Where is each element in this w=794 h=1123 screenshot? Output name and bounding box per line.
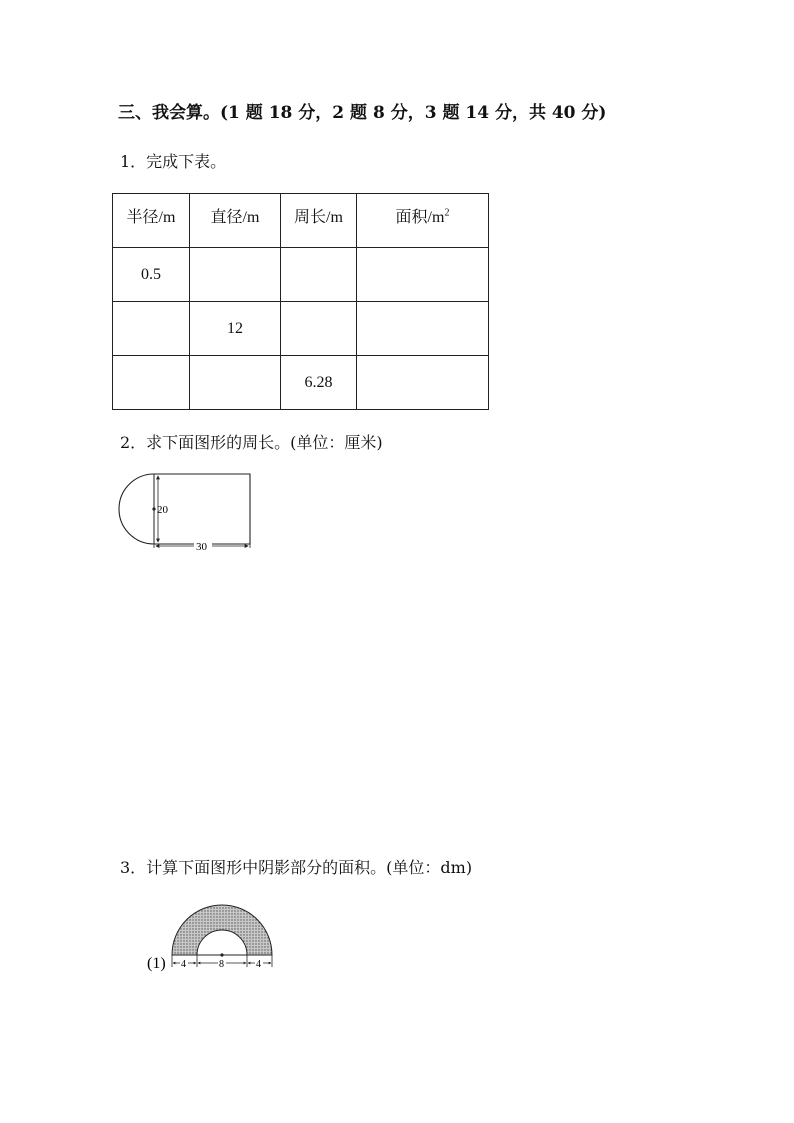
table-cell[interactable] [113, 356, 190, 410]
table-cell[interactable] [190, 356, 281, 410]
left-label: 4 [181, 959, 186, 970]
table-cell[interactable] [113, 302, 190, 356]
question-1-label: 1．完成下表。 [120, 152, 227, 171]
question-2-label: 2．求下面图形的周长。(单位：厘米) [120, 433, 383, 452]
table-row [113, 302, 489, 356]
circle-table [112, 193, 489, 410]
header-diameter: 直径/m [190, 194, 281, 248]
table-row [113, 356, 489, 410]
table-cell[interactable]: 6.28 [281, 356, 357, 410]
header-circumference: 周长/m [281, 194, 357, 248]
question-3-label: 3．计算下面图形中阴影部分的面积。(单位：dm) [120, 858, 473, 877]
table-cell[interactable] [281, 302, 357, 356]
header-area-text: 面积/m [395, 209, 445, 226]
width-label: 30 [196, 541, 207, 553]
figure-item-label: (1) [147, 955, 166, 972]
table-cell[interactable] [357, 302, 489, 356]
table-header-row [113, 194, 489, 248]
center-dot [152, 507, 155, 510]
right-label: 4 [256, 959, 261, 970]
header-area [357, 194, 489, 248]
table-cell[interactable] [190, 248, 281, 302]
table-cell[interactable] [281, 248, 357, 302]
header-radius: 半径/m [113, 194, 190, 248]
table-cell[interactable] [357, 356, 489, 410]
height-label: 20 [157, 504, 168, 516]
center-dot [220, 953, 223, 956]
section-title: 三、我会算。(1 题 18 分，2 题 8 分，3 题 14 分，共 40 分) [118, 103, 607, 123]
semicircle-rectangle-figure [110, 466, 270, 556]
shaded-half-ring [172, 905, 272, 955]
table-cell[interactable]: 0.5 [113, 248, 190, 302]
table-cell[interactable]: 12 [190, 302, 281, 356]
figure-outline [119, 474, 250, 544]
header-area-sup: 2 [444, 207, 450, 219]
shaded-ring-figure [144, 895, 284, 975]
table-row [113, 248, 489, 302]
middle-label: 8 [219, 959, 224, 970]
table-cell[interactable] [357, 248, 489, 302]
